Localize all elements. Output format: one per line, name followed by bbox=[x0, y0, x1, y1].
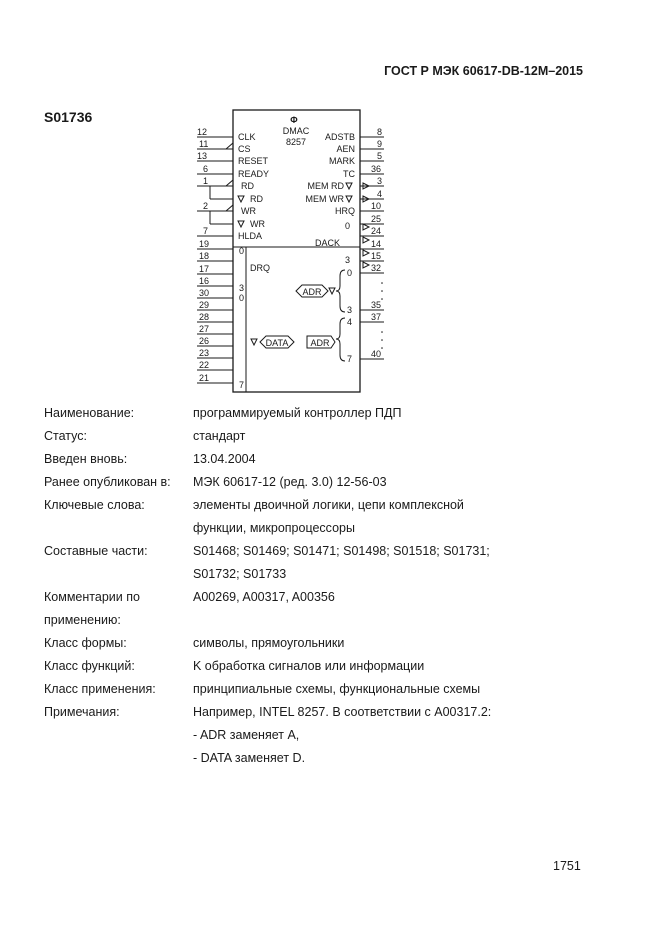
signal-tc: TC bbox=[343, 169, 355, 179]
left-pin-number: 12 bbox=[197, 127, 208, 137]
left-pin-number: 7 bbox=[203, 226, 209, 236]
signal-drq: DRQ bbox=[250, 263, 270, 273]
info-value: 13.04.2004 bbox=[193, 452, 256, 466]
signal-hrq: HRQ bbox=[335, 206, 355, 216]
data-input-marker bbox=[251, 339, 257, 345]
signal-reset: RESET bbox=[238, 156, 269, 166]
right-pin-number: 4 bbox=[377, 189, 383, 199]
adr-upper-output-marker bbox=[329, 288, 335, 294]
adr-label-lower: ADR bbox=[310, 338, 330, 348]
document-header: ГОСТ Р МЭК 60617-DB-12M–2015 bbox=[384, 64, 583, 78]
drq-index: 0 bbox=[239, 246, 245, 256]
info-value: - DATA заменяет D. bbox=[193, 751, 306, 765]
signal-clk: CLK bbox=[238, 132, 256, 142]
info-key-line: применению: bbox=[44, 613, 121, 627]
info-row bbox=[44, 425, 604, 448]
info-value: S01468; S01469; S01471; S01498; S01518; S01731; bbox=[193, 544, 490, 558]
symbol-id: S01736 bbox=[44, 109, 93, 125]
info-key: Составные части: bbox=[44, 544, 148, 558]
info-row bbox=[44, 586, 604, 632]
right-pin-number: 37 bbox=[371, 312, 382, 322]
dmac-8257-symbol bbox=[0, 0, 661, 400]
signal-cs: CS bbox=[238, 144, 251, 154]
signal-rd-neg: RD bbox=[250, 194, 263, 204]
page-number: 1751 bbox=[553, 859, 581, 873]
right-pin-number: 25 bbox=[371, 214, 382, 224]
signal-ready: READY bbox=[238, 169, 270, 179]
left-pin-number: 23 bbox=[199, 348, 210, 358]
info-key: Класс функций: bbox=[44, 659, 135, 673]
info-row bbox=[44, 471, 604, 494]
info-value: K обработка сигналов или информации bbox=[193, 659, 425, 673]
info-key: Введен вновь: bbox=[44, 452, 128, 466]
signal-aen: AEN bbox=[336, 144, 355, 154]
left-pin-number: 16 bbox=[199, 276, 210, 286]
info-value: S01732; S01733 bbox=[193, 567, 287, 581]
info-row bbox=[44, 655, 604, 678]
info-value: принципиальные схемы, функциональные схемы bbox=[193, 682, 481, 696]
left-pin-number: 6 bbox=[203, 164, 209, 174]
left-pin-number: 18 bbox=[199, 251, 210, 261]
data-label: DATA bbox=[265, 338, 289, 348]
info-row bbox=[44, 632, 604, 655]
info-key-line: Комментарии по bbox=[44, 590, 140, 604]
right-pin-number: 14 bbox=[371, 239, 382, 249]
right-pin-number: 3 bbox=[377, 176, 383, 186]
right-pin-number: 40 bbox=[371, 349, 382, 359]
left-pin-number: 21 bbox=[199, 373, 210, 383]
info-value: A00269, A00317, A00356 bbox=[193, 590, 335, 604]
right-pin-number: 10 bbox=[371, 201, 382, 211]
left-pin-number: 26 bbox=[199, 336, 210, 346]
left-pin-number: 28 bbox=[199, 312, 210, 322]
info-key: Класс применения: bbox=[44, 682, 156, 696]
signal-mark: MARK bbox=[328, 156, 355, 166]
info-value: элементы двоичной логики, цепи комплексной bbox=[193, 498, 464, 512]
signal-mem-rd: MEM RD bbox=[307, 181, 344, 191]
adr-label-upper: ADR bbox=[302, 287, 322, 297]
info-key: Статус: bbox=[44, 429, 87, 443]
info-row bbox=[44, 448, 604, 471]
dack-index: 0 bbox=[345, 221, 351, 231]
info-value: Например, INTEL 8257. В соответствии с A00317.2: bbox=[193, 705, 492, 719]
bus-braces bbox=[336, 270, 345, 361]
right-pin-number: 15 bbox=[371, 251, 382, 261]
chip-name: DMAC bbox=[282, 126, 310, 136]
left-pin-number: 11 bbox=[199, 139, 209, 149]
chip-number: 8257 bbox=[285, 137, 307, 147]
info-table bbox=[44, 402, 604, 770]
left-polarity-markers bbox=[226, 143, 233, 211]
info-value: программируемый контроллер ПДП bbox=[193, 406, 402, 420]
dack-index: 3 bbox=[345, 255, 351, 265]
info-row bbox=[44, 402, 604, 425]
info-key: Наименование: bbox=[44, 406, 135, 420]
info-row bbox=[44, 678, 604, 701]
info-key: Ключевые слова: bbox=[44, 498, 145, 512]
right-pin-number: 9 bbox=[377, 139, 383, 149]
info-key bbox=[44, 586, 193, 632]
info-key: Ранее опубликован в: bbox=[44, 475, 171, 489]
right-pin-number: 24 bbox=[371, 226, 382, 236]
phi-symbol: Φ bbox=[290, 115, 298, 125]
right-pin-number: 8 bbox=[377, 127, 383, 137]
info-value: символы, прямоугольники bbox=[193, 636, 345, 650]
info-row bbox=[44, 701, 604, 770]
right-signal-labels bbox=[306, 132, 356, 364]
left-pin-number: 13 bbox=[197, 151, 208, 161]
signal-adstb: ADSTB bbox=[324, 132, 355, 142]
info-row bbox=[44, 540, 604, 586]
right-pin-number: 5 bbox=[377, 151, 383, 161]
left-pin-number: 29 bbox=[199, 300, 210, 310]
bus-index: 3 bbox=[347, 305, 353, 315]
info-key: Класс формы: bbox=[44, 636, 127, 650]
signal-wr-neg: WR bbox=[250, 219, 265, 229]
info-key: Примечания: bbox=[44, 705, 120, 719]
info-value: стандарт bbox=[193, 429, 246, 443]
info-value: функции, микропроцессоры bbox=[193, 521, 355, 535]
left-pin-number: 22 bbox=[199, 360, 210, 370]
left-pin-number: 19 bbox=[199, 239, 210, 249]
right-pin-number: 36 bbox=[371, 164, 382, 174]
right-continuation-dots bbox=[381, 282, 383, 349]
drq-index: 7 bbox=[239, 380, 245, 390]
left-pin-number: 2 bbox=[203, 201, 209, 211]
drq-index: 3 bbox=[239, 283, 245, 293]
bus-index: 7 bbox=[347, 354, 353, 364]
signal-hlda: HLDA bbox=[238, 231, 263, 241]
left-pin-number: 17 bbox=[199, 264, 210, 274]
signal-dack: DACK bbox=[314, 238, 340, 248]
left-pin-number: 1 bbox=[203, 176, 209, 186]
signal-rd: RD bbox=[241, 181, 254, 191]
left-pin-number: 27 bbox=[199, 324, 210, 334]
left-pin-number: 30 bbox=[199, 288, 210, 298]
right-pin-number: 35 bbox=[371, 300, 382, 310]
info-value: МЭК 60617-12 (ред. 3.0) 12-56-03 bbox=[193, 475, 387, 489]
right-pin-numbers bbox=[371, 127, 382, 359]
signal-wr: WR bbox=[241, 206, 256, 216]
left-pin-numbers bbox=[197, 127, 209, 383]
bus-index: 4 bbox=[347, 317, 353, 327]
info-value: - ADR заменяет A, bbox=[193, 728, 300, 742]
drq-index: 0 bbox=[239, 293, 245, 303]
info-row bbox=[44, 494, 604, 540]
signal-mem-wr: MEM WR bbox=[305, 194, 344, 204]
right-pin-number: 32 bbox=[371, 263, 382, 273]
left-signal-labels bbox=[238, 132, 270, 390]
bus-index: 0 bbox=[347, 268, 353, 278]
